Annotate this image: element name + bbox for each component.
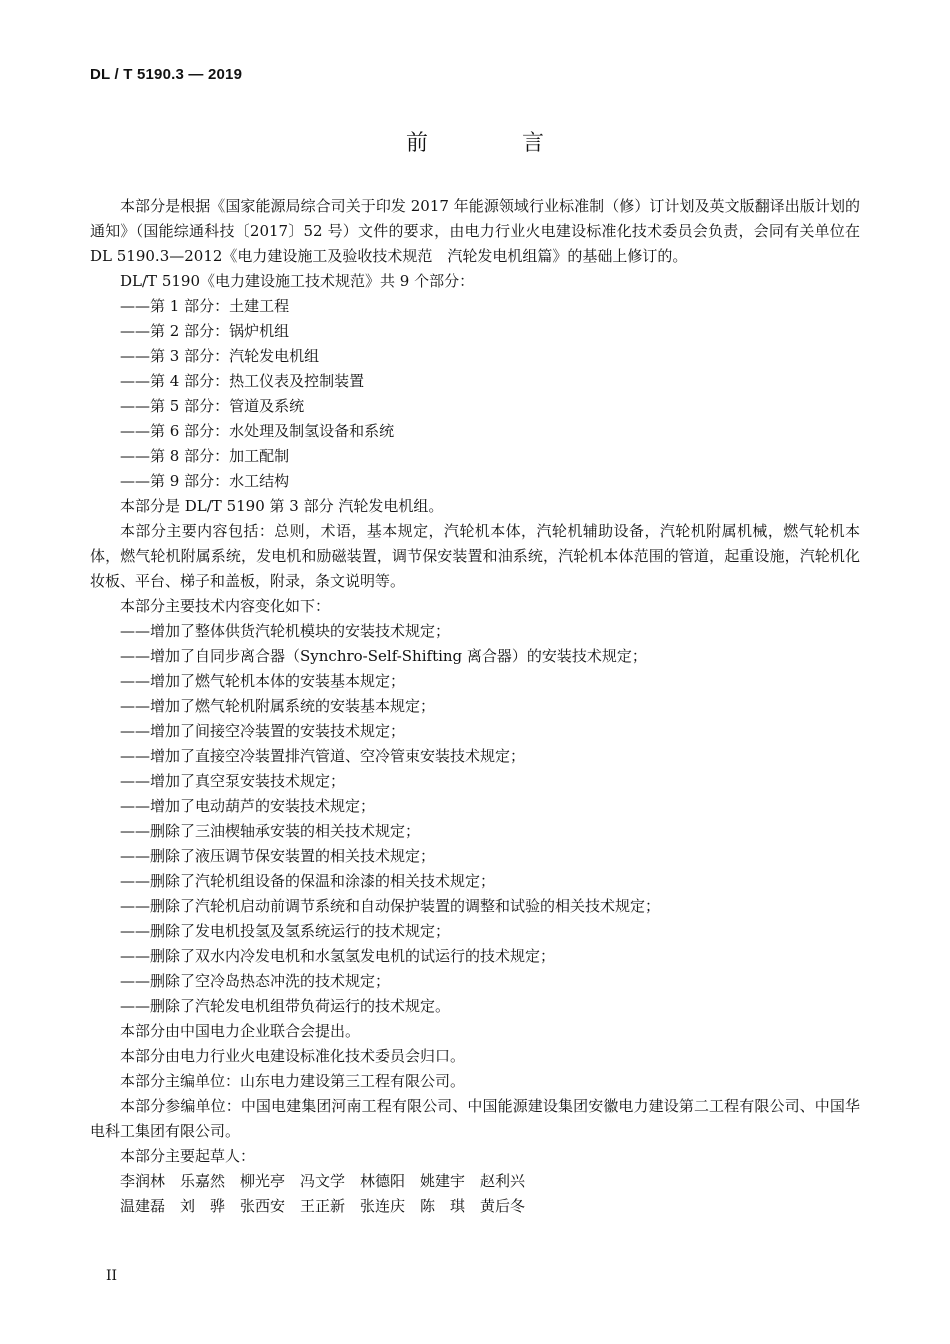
paragraph-participants: 本部分参编单位：中国电建集团河南工程有限公司、中国能源建设集团安徽电力建设第二工程有限公司、中国华电科工集团有限公司。 xyxy=(90,1097,860,1140)
paragraph-drafters-label: 本部分主要起草人： xyxy=(120,1147,256,1165)
page-title: 前 言 xyxy=(405,131,580,156)
change-list-item: ——增加了直接空冷装置排汽管道、空冷管束安装技术规定； xyxy=(120,747,526,765)
change-list-item: ——删除了汽轮机组设备的保温和涂漆的相关技术规定； xyxy=(120,872,496,890)
page-number: II xyxy=(106,1268,118,1284)
paragraph-changes-intro: 本部分主要技术内容变化如下： xyxy=(120,597,331,615)
part-list-item: ——第 5 部分：管道及系统 xyxy=(120,397,305,415)
change-list-item: ——增加了燃气轮机本体的安装基本规定； xyxy=(120,672,406,690)
change-list-item: ——删除了液压调节保安装置的相关技术规定； xyxy=(120,847,436,865)
change-list-item: ——增加了燃气轮机附属系统的安装基本规定； xyxy=(120,697,436,715)
part-list-item: ——第 1 部分：土建工程 xyxy=(120,297,290,315)
paragraph-administrator: 本部分由电力行业火电建设标准化技术委员会归口。 xyxy=(120,1047,466,1065)
change-list-item: ——增加了间接空冷装置的安装技术规定； xyxy=(120,722,406,740)
paragraph-contents: 本部分主要内容包括：总则，术语，基本规定，汽轮机本体，汽轮机辅助设备，汽轮机附属机械，燃气轮机本体，燃气轮机附属系统，发电机和励磁装置，调节保安装置和油系统，汽轮机本体范围的管道，起重设施，汽轮机化妆板、平台、梯子和盖板，附录，条文说明等。 xyxy=(90,522,860,590)
change-list-item: ——删除了汽轮机启动前调节系统和自动保护装置的调整和试验的相关技术规定； xyxy=(120,897,661,915)
change-list-item: ——删除了发电机投氢及氢系统运行的技术规定； xyxy=(120,922,451,940)
part-list-item: ——第 3 部分：汽轮发电机组 xyxy=(120,347,320,365)
drafters-names-line-1: 李润林 乐嘉然 柳光亭 冯文学 林德阳 姚建宇 赵利兴 xyxy=(120,1172,526,1190)
part-list-item: ——第 4 部分：热工仪表及控制装置 xyxy=(120,372,365,390)
paragraph-series: DL/T 5190《电力建设施工技术规范》共 9 个部分： xyxy=(120,272,475,290)
part-list-item: ——第 6 部分：水处理及制氢设备和系统 xyxy=(120,422,395,440)
paragraph-basis: 本部分是根据《国家能源局综合司关于印发 2017 年能源领域行业标准制（修）订计划及英文版翻译出版计划的通知》（国能综通科技〔2017〕52 号）文件的要求，由电力行业火电建设标准化技术委员会负责，会同有关单位在 DL 5190.3—2012《电力建设施工及验收技术规范 汽轮发电机组篇》的基础上修订的。 xyxy=(90,197,860,265)
change-list-item: ——增加了自同步离合器（Synchro-Self-Shifting 离合器）的安装技术规定； xyxy=(120,647,647,665)
change-list-item: ——删除了双水内冷发电机和水氢氢发电机的试运行的技术规定； xyxy=(120,947,556,965)
change-list-item: ——增加了真空泵安装技术规定； xyxy=(120,772,346,790)
change-list-item: ——删除了空冷岛热态冲洗的技术规定； xyxy=(120,972,391,990)
paragraph-proposer: 本部分由中国电力企业联合会提出。 xyxy=(120,1022,361,1040)
change-list-item: ——删除了汽轮发电机组带负荷运行的技术规定。 xyxy=(120,997,451,1015)
part-list-item: ——第 9 部分：水工结构 xyxy=(120,472,290,490)
paragraph-this-part: 本部分是 DL/T 5190 第 3 部分 汽轮发电机组。 xyxy=(120,497,444,515)
drafters-names-line-2: 温建磊 刘 骅 张西安 王正新 张连庆 陈 琪 黄后冬 xyxy=(120,1197,526,1215)
part-list-item: ——第 8 部分：加工配制 xyxy=(120,447,290,465)
part-list-item: ——第 2 部分：锅炉机组 xyxy=(120,322,290,340)
change-list-item: ——删除了三油楔轴承安装的相关技术规定； xyxy=(120,822,421,840)
standard-code: DL / T 5190.3 — 2019 xyxy=(90,66,243,83)
change-list-item: ——增加了电动葫芦的安装技术规定； xyxy=(120,797,376,815)
paragraph-chief-editor: 本部分主编单位：山东电力建设第三工程有限公司。 xyxy=(120,1072,466,1090)
change-list-item: ——增加了整体供货汽轮机模块的安装技术规定； xyxy=(120,622,451,640)
foreword-body xyxy=(90,194,860,1219)
